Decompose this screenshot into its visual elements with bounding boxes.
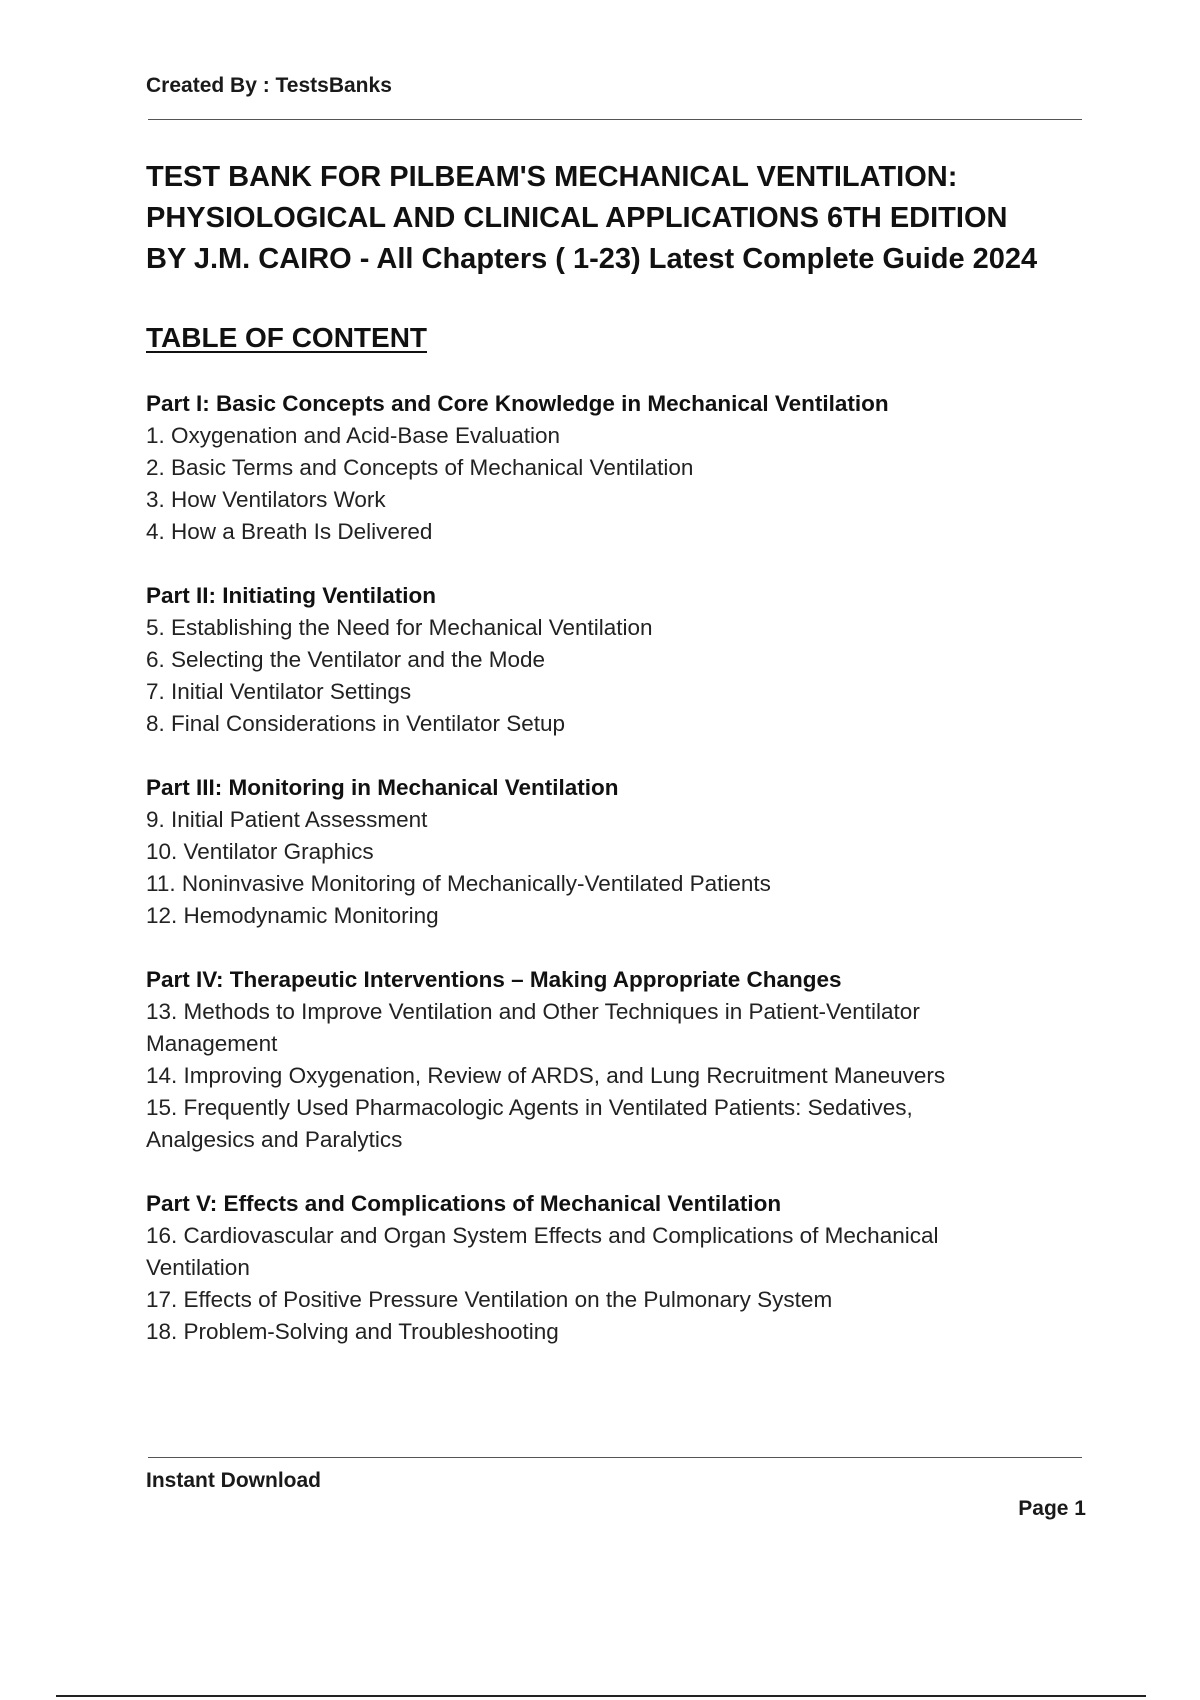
chapter-item: 2. Basic Terms and Concepts of Mechanical Ventilation: [146, 455, 694, 480]
chapter-item: 13. Methods to Improve Ventilation and Other Techniques in Patient-Ventilator: [146, 999, 920, 1024]
created-by-header: Created By : TestsBanks: [146, 74, 392, 97]
chapter-item: 8. Final Considerations in Ventilator Setup: [146, 711, 565, 736]
toc-part-5: [146, 1188, 1046, 1348]
toc-part-2: [146, 580, 1046, 740]
part-title: Part III: Monitoring in Mechanical Ventilation: [146, 775, 619, 800]
part-title: Part II: Initiating Ventilation: [146, 583, 437, 608]
chapter-item: 16. Cardiovascular and Organ System Effects and Complications of Mechanical: [146, 1223, 939, 1248]
chapter-item: 17. Effects of Positive Pressure Ventilation on the Pulmonary System: [146, 1287, 833, 1312]
part-title: Part I: Basic Concepts and Core Knowledge in Mechanical Ventilation: [146, 391, 889, 416]
toc-part-1: [146, 388, 1046, 548]
page-bottom-border: [56, 1695, 1146, 1697]
chapter-item: 10. Ventilator Graphics: [146, 839, 374, 864]
toc-part-4: [146, 964, 1046, 1156]
chapter-item: 15. Frequently Used Pharmacologic Agents in Ventilated Patients: Sedatives,: [146, 1095, 913, 1120]
chapter-item: 12. Hemodynamic Monitoring: [146, 903, 439, 928]
part-title: Part V: Effects and Complications of Mechanical Ventilation: [146, 1191, 782, 1216]
chapter-item: 7. Initial Ventilator Settings: [146, 679, 412, 704]
toc-heading: TABLE OF CONTENT: [146, 322, 428, 353]
chapter-item: 9. Initial Patient Assessment: [146, 807, 428, 832]
toc-part-3: [146, 772, 1046, 932]
title-line-2: PHYSIOLOGICAL AND CLINICAL APPLICATIONS 6TH EDITION: [146, 202, 1008, 234]
chapter-item: 3. How Ventilators Work: [146, 487, 386, 512]
instant-download-label: Instant Download: [146, 1469, 321, 1492]
title-line-1: TEST BANK FOR PILBEAM'S MECHANICAL VENTILATION:: [146, 161, 958, 193]
chapter-item: 1. Oxygenation and Acid-Base Evaluation: [146, 423, 561, 448]
footer-divider: [148, 1457, 1082, 1458]
chapter-item: 6. Selecting the Ventilator and the Mode: [146, 647, 546, 672]
part-title: Part IV: Therapeutic Interventions – Making Appropriate Changes: [146, 967, 842, 992]
document-title: [146, 157, 1096, 280]
chapter-item: 5. Establishing the Need for Mechanical Ventilation: [146, 615, 653, 640]
header-divider: [148, 119, 1082, 120]
chapter-item: Management: [146, 1031, 278, 1056]
chapter-item: 18. Problem-Solving and Troubleshooting: [146, 1319, 559, 1344]
chapter-item: 14. Improving Oxygenation, Review of ARDS, and Lung Recruitment Maneuvers: [146, 1063, 946, 1088]
chapter-item: Ventilation: [146, 1255, 250, 1280]
page-number: Page 1: [1018, 1497, 1086, 1520]
title-line-3: BY J.M. CAIRO - All Chapters ( 1-23) Latest Complete Guide 2024: [146, 243, 1038, 275]
chapter-item: Analgesics and Paralytics: [146, 1127, 403, 1152]
chapter-item: 11. Noninvasive Monitoring of Mechanically-Ventilated Patients: [146, 871, 771, 896]
chapter-item: 4. How a Breath Is Delivered: [146, 519, 433, 544]
